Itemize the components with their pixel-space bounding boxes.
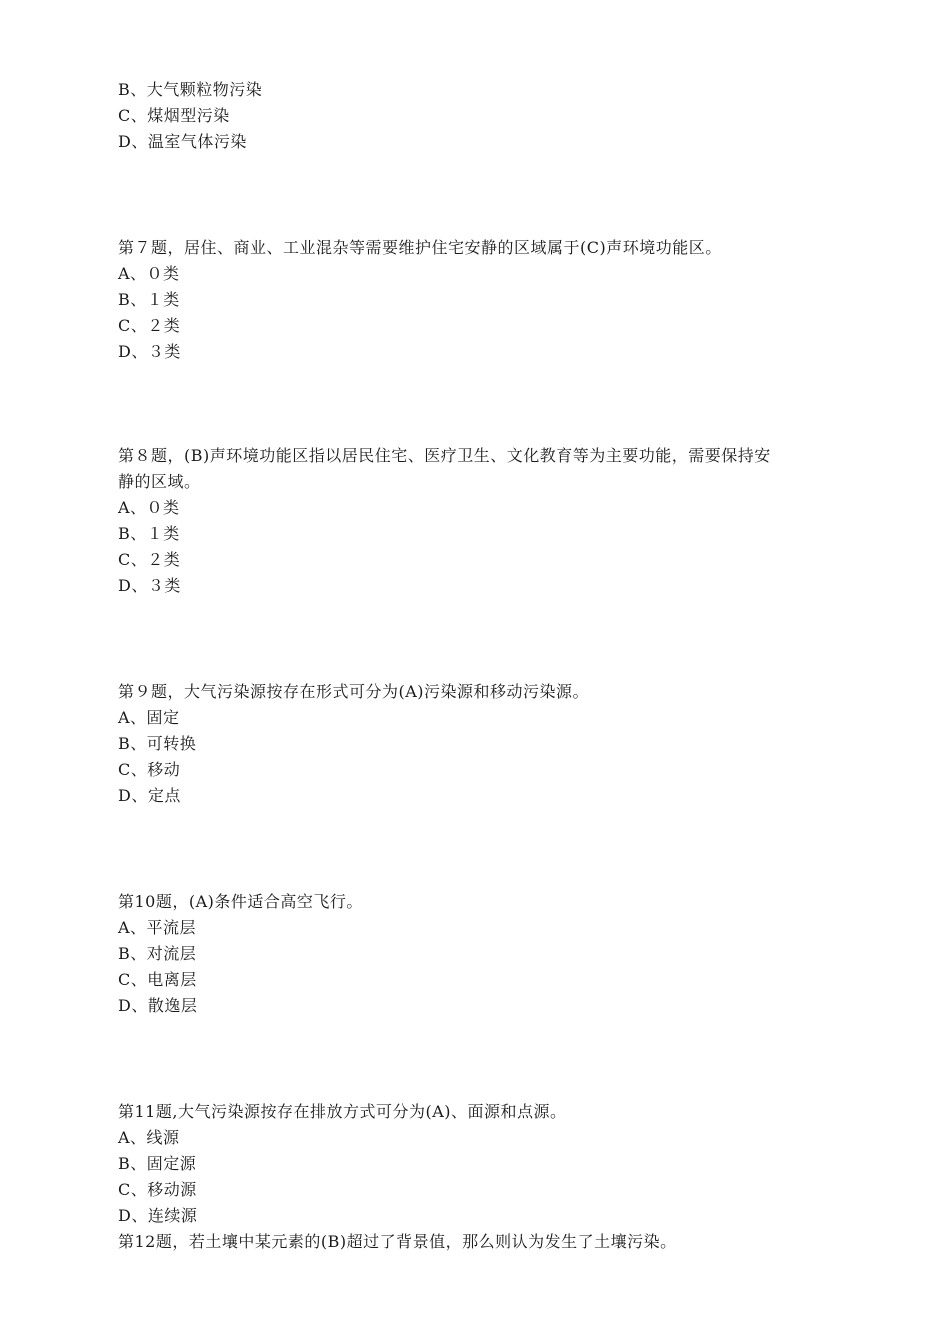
spacer bbox=[118, 365, 838, 443]
spacer bbox=[118, 155, 838, 235]
option-b: B、可转换 bbox=[118, 734, 197, 753]
option-a: A、０类 bbox=[118, 264, 180, 283]
question-block-8 bbox=[118, 443, 838, 599]
option-c: C、２类 bbox=[118, 550, 181, 569]
question-block-prev bbox=[118, 77, 838, 155]
option-a: A、平流层 bbox=[118, 918, 197, 937]
option-d: D、散逸层 bbox=[118, 996, 198, 1015]
option-b: B、对流层 bbox=[118, 944, 197, 963]
option-b: B、大气颗粒物污染 bbox=[118, 80, 263, 99]
option-c: C、移动 bbox=[118, 760, 181, 779]
question-block-11 bbox=[118, 1099, 838, 1229]
question-text: 第11题,大气污染源按存在排放方式可分为(A)、面源和点源。 bbox=[118, 1102, 567, 1121]
option-d: D、定点 bbox=[118, 786, 181, 805]
question-block-7 bbox=[118, 235, 838, 365]
option-b: B、固定源 bbox=[118, 1154, 197, 1173]
option-b: B、１类 bbox=[118, 524, 180, 543]
question-text: 第10题，(A)条件适合高空飞行。 bbox=[118, 892, 363, 911]
option-d: D、连续源 bbox=[118, 1206, 198, 1225]
question-block-12 bbox=[118, 1229, 838, 1255]
question-text-line2: 静的区域。 bbox=[118, 472, 201, 491]
option-d: D、３类 bbox=[118, 342, 181, 361]
option-c: C、移动源 bbox=[118, 1180, 197, 1199]
question-block-9 bbox=[118, 679, 838, 809]
question-text: 第９题，大气污染源按存在形式可分为(A)污染源和移动污染源。 bbox=[118, 682, 590, 701]
option-d: D、温室气体污染 bbox=[118, 132, 247, 151]
document-page bbox=[118, 77, 838, 1255]
question-text-line1: 第８题，(B)声环境功能区指以居民住宅、医疗卫生、文化教育等为主要功能，需要保持安 bbox=[118, 446, 771, 465]
option-a: A、０类 bbox=[118, 498, 180, 517]
question-text: 第７题，居住、商业、工业混杂等需要维护住宅安静的区域属于(C)声环境功能区。 bbox=[118, 238, 722, 257]
option-b: B、１类 bbox=[118, 290, 180, 309]
spacer bbox=[118, 809, 838, 889]
spacer bbox=[118, 599, 838, 679]
option-c: C、煤烟型污染 bbox=[118, 106, 230, 125]
option-a: A、固定 bbox=[118, 708, 180, 727]
option-a: A、线源 bbox=[118, 1128, 180, 1147]
option-c: C、２类 bbox=[118, 316, 181, 335]
question-block-10 bbox=[118, 889, 838, 1019]
question-text: 第12题，若土壤中某元素的(B)超过了背景值，那么则认为发生了土壤污染。 bbox=[118, 1232, 677, 1251]
spacer bbox=[118, 1019, 838, 1099]
option-d: D、３类 bbox=[118, 576, 181, 595]
option-c: C、电离层 bbox=[118, 970, 197, 989]
